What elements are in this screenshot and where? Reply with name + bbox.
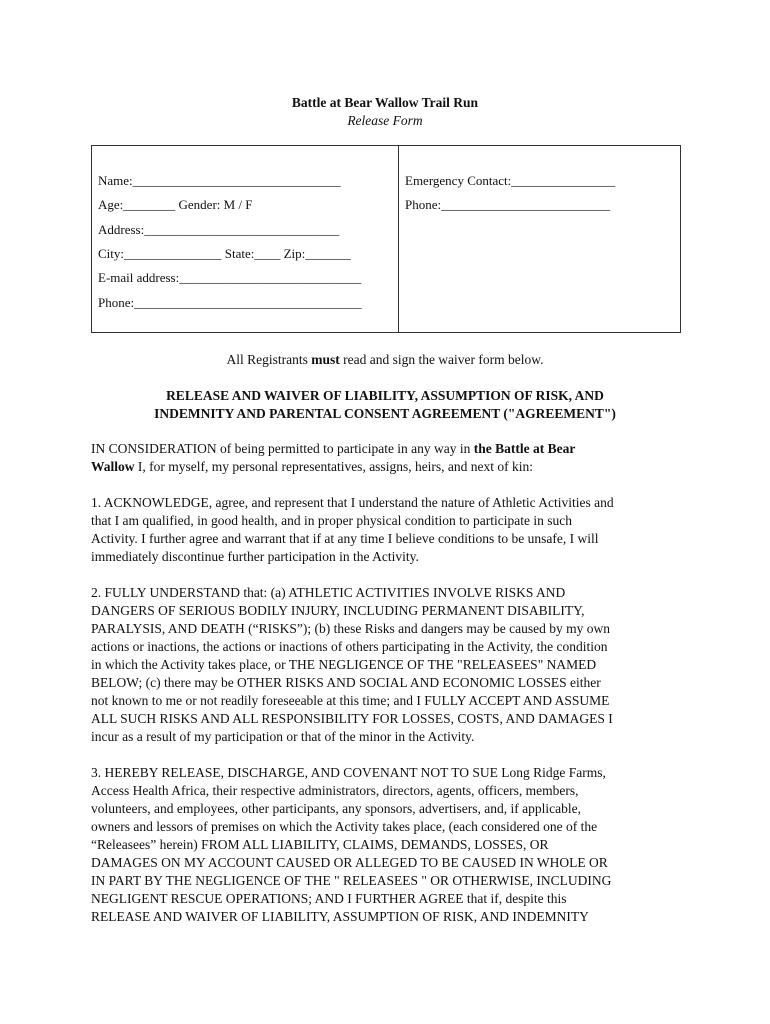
agreement-heading [0, 387, 770, 423]
paragraph-line: BELOW; (c) there may be OTHER RISKS AND SOCIAL AND ECONOMIC LOSSES either [91, 675, 601, 690]
age-gender-field[interactable]: Age:________ Gender: M / F [98, 197, 253, 212]
paragraph-line: immediately discontinue further participation in the Activity. [91, 549, 419, 564]
paragraph-line: 2. FULLY UNDERSTAND that: (a) ATHLETIC ACTIVITIES INVOLVE RISKS AND [91, 585, 566, 600]
paragraph-line: owners and lessors of premises on which the Activity takes place, (each considered one of the [91, 819, 598, 834]
instruction-line [0, 352, 770, 368]
agreement-heading-line: INDEMNITY AND PARENTAL CONSENT AGREEMENT ("AGREEMENT") [154, 406, 616, 421]
paragraph-line: volunteers, and employees, other participants, any sponsors, advertisers, and, if applicable, [91, 801, 581, 816]
release-paragraph [91, 764, 691, 926]
phone-field[interactable]: Phone:___________________________________ [98, 295, 362, 310]
paragraph-line: RELEASE AND WAIVER OF LIABILITY, ASSUMPTION OF RISK, AND INDEMNITY [91, 909, 589, 924]
paragraph-line: DAMAGES ON MY ACCOUNT CAUSED OR ALLEGED TO BE CAUSED IN WHOLE OR [91, 855, 608, 870]
agreement-heading-line: RELEASE AND WAIVER OF LIABILITY, ASSUMPTION OF RISK, AND [166, 388, 604, 403]
emergency-phone-field[interactable]: Phone:__________________________ [405, 197, 611, 212]
paragraph-line: PARALYSIS, AND DEATH (“RISKS”); (b) these Risks and dangers may be caused by my own [91, 621, 610, 636]
paragraph-line: IN PART BY THE NEGLIGENCE OF THE " RELEASEES " OR OTHERWISE, INCLUDING [91, 873, 612, 888]
consideration-text: I, for myself, my personal representatives, assigns, heirs, and next of kin: [134, 459, 534, 474]
instruction-emphasis: must [311, 352, 340, 367]
emergency-contact-field[interactable]: Emergency Contact:________________ [405, 173, 616, 188]
consideration-paragraph [91, 440, 691, 476]
event-name-bold: the Battle at Bear [473, 441, 576, 456]
paragraph-line: incur as a result of my participation or that of the minor in the Activity. [91, 729, 475, 744]
acknowledge-paragraph [91, 494, 691, 566]
registrant-info-box [91, 145, 681, 333]
address-field[interactable]: Address:______________________________ [98, 222, 340, 237]
email-field[interactable]: E-mail address:____________________________ [98, 270, 362, 285]
paragraph-line: 1. ACKNOWLEDGE, agree, and represent that I understand the nature of Athletic Activities and [91, 495, 614, 510]
document-title: Battle at Bear Wallow Trail Run [291, 95, 479, 110]
paragraph-line: “Releasees” herein) FROM ALL LIABILITY, CLAIMS, DEMANDS, LOSSES, OR [91, 837, 549, 852]
consideration-line [91, 440, 691, 458]
paragraph-line: actions or inactions, the actions or inactions of others participating in the Activity, the condition [91, 639, 608, 654]
event-name-bold: Wallow [91, 459, 135, 474]
paragraph-line: 3. HEREBY RELEASE, DISCHARGE, AND COVENANT NOT TO SUE Long Ridge Farms, [91, 765, 606, 780]
instruction-text-end: read and sign the waiver form below. [339, 352, 544, 367]
name-field[interactable]: Name:________________________________ [98, 173, 341, 188]
consideration-line [91, 458, 691, 476]
paragraph-line: DANGERS OF SERIOUS BODILY INJURY, INCLUDING PERMANENT DISABILITY, [91, 603, 585, 618]
paragraph-line: NEGLIGENT RESCUE OPERATIONS; AND I FURTHER AGREE that if, despite this [91, 891, 567, 906]
paragraph-line: Activity. I further agree and warrant that if at any time I believe conditions to be unsafe, I will [91, 531, 599, 546]
paragraph-line: not known to me or not readily foreseeable at this time; and I FULLY ACCEPT AND ASSUME [91, 693, 610, 708]
document-subtitle: Release Form [347, 113, 423, 128]
understand-paragraph [91, 584, 691, 746]
city-state-zip-field[interactable]: City:_______________ State:____ Zip:_______ [98, 246, 351, 261]
paragraph-line: in which the Activity takes place, or THE NEGLIGENCE OF THE "RELEASEES" NAMED [91, 657, 597, 672]
paragraph-line: Access Health Africa, their respective administrators, directors, agents, officers, members, [91, 783, 579, 798]
form-column-divider [398, 146, 399, 332]
instruction-text-start: All Registrants [226, 352, 312, 367]
paragraph-line: ALL SUCH RISKS AND ALL RESPONSIBILITY FOR LOSSES, COSTS, AND DAMAGES I [91, 711, 613, 726]
consideration-text: IN CONSIDERATION of being permitted to participate in any way in [91, 441, 474, 456]
paragraph-line: that I am qualified, in good health, and in proper physical condition to participate in such [91, 513, 572, 528]
